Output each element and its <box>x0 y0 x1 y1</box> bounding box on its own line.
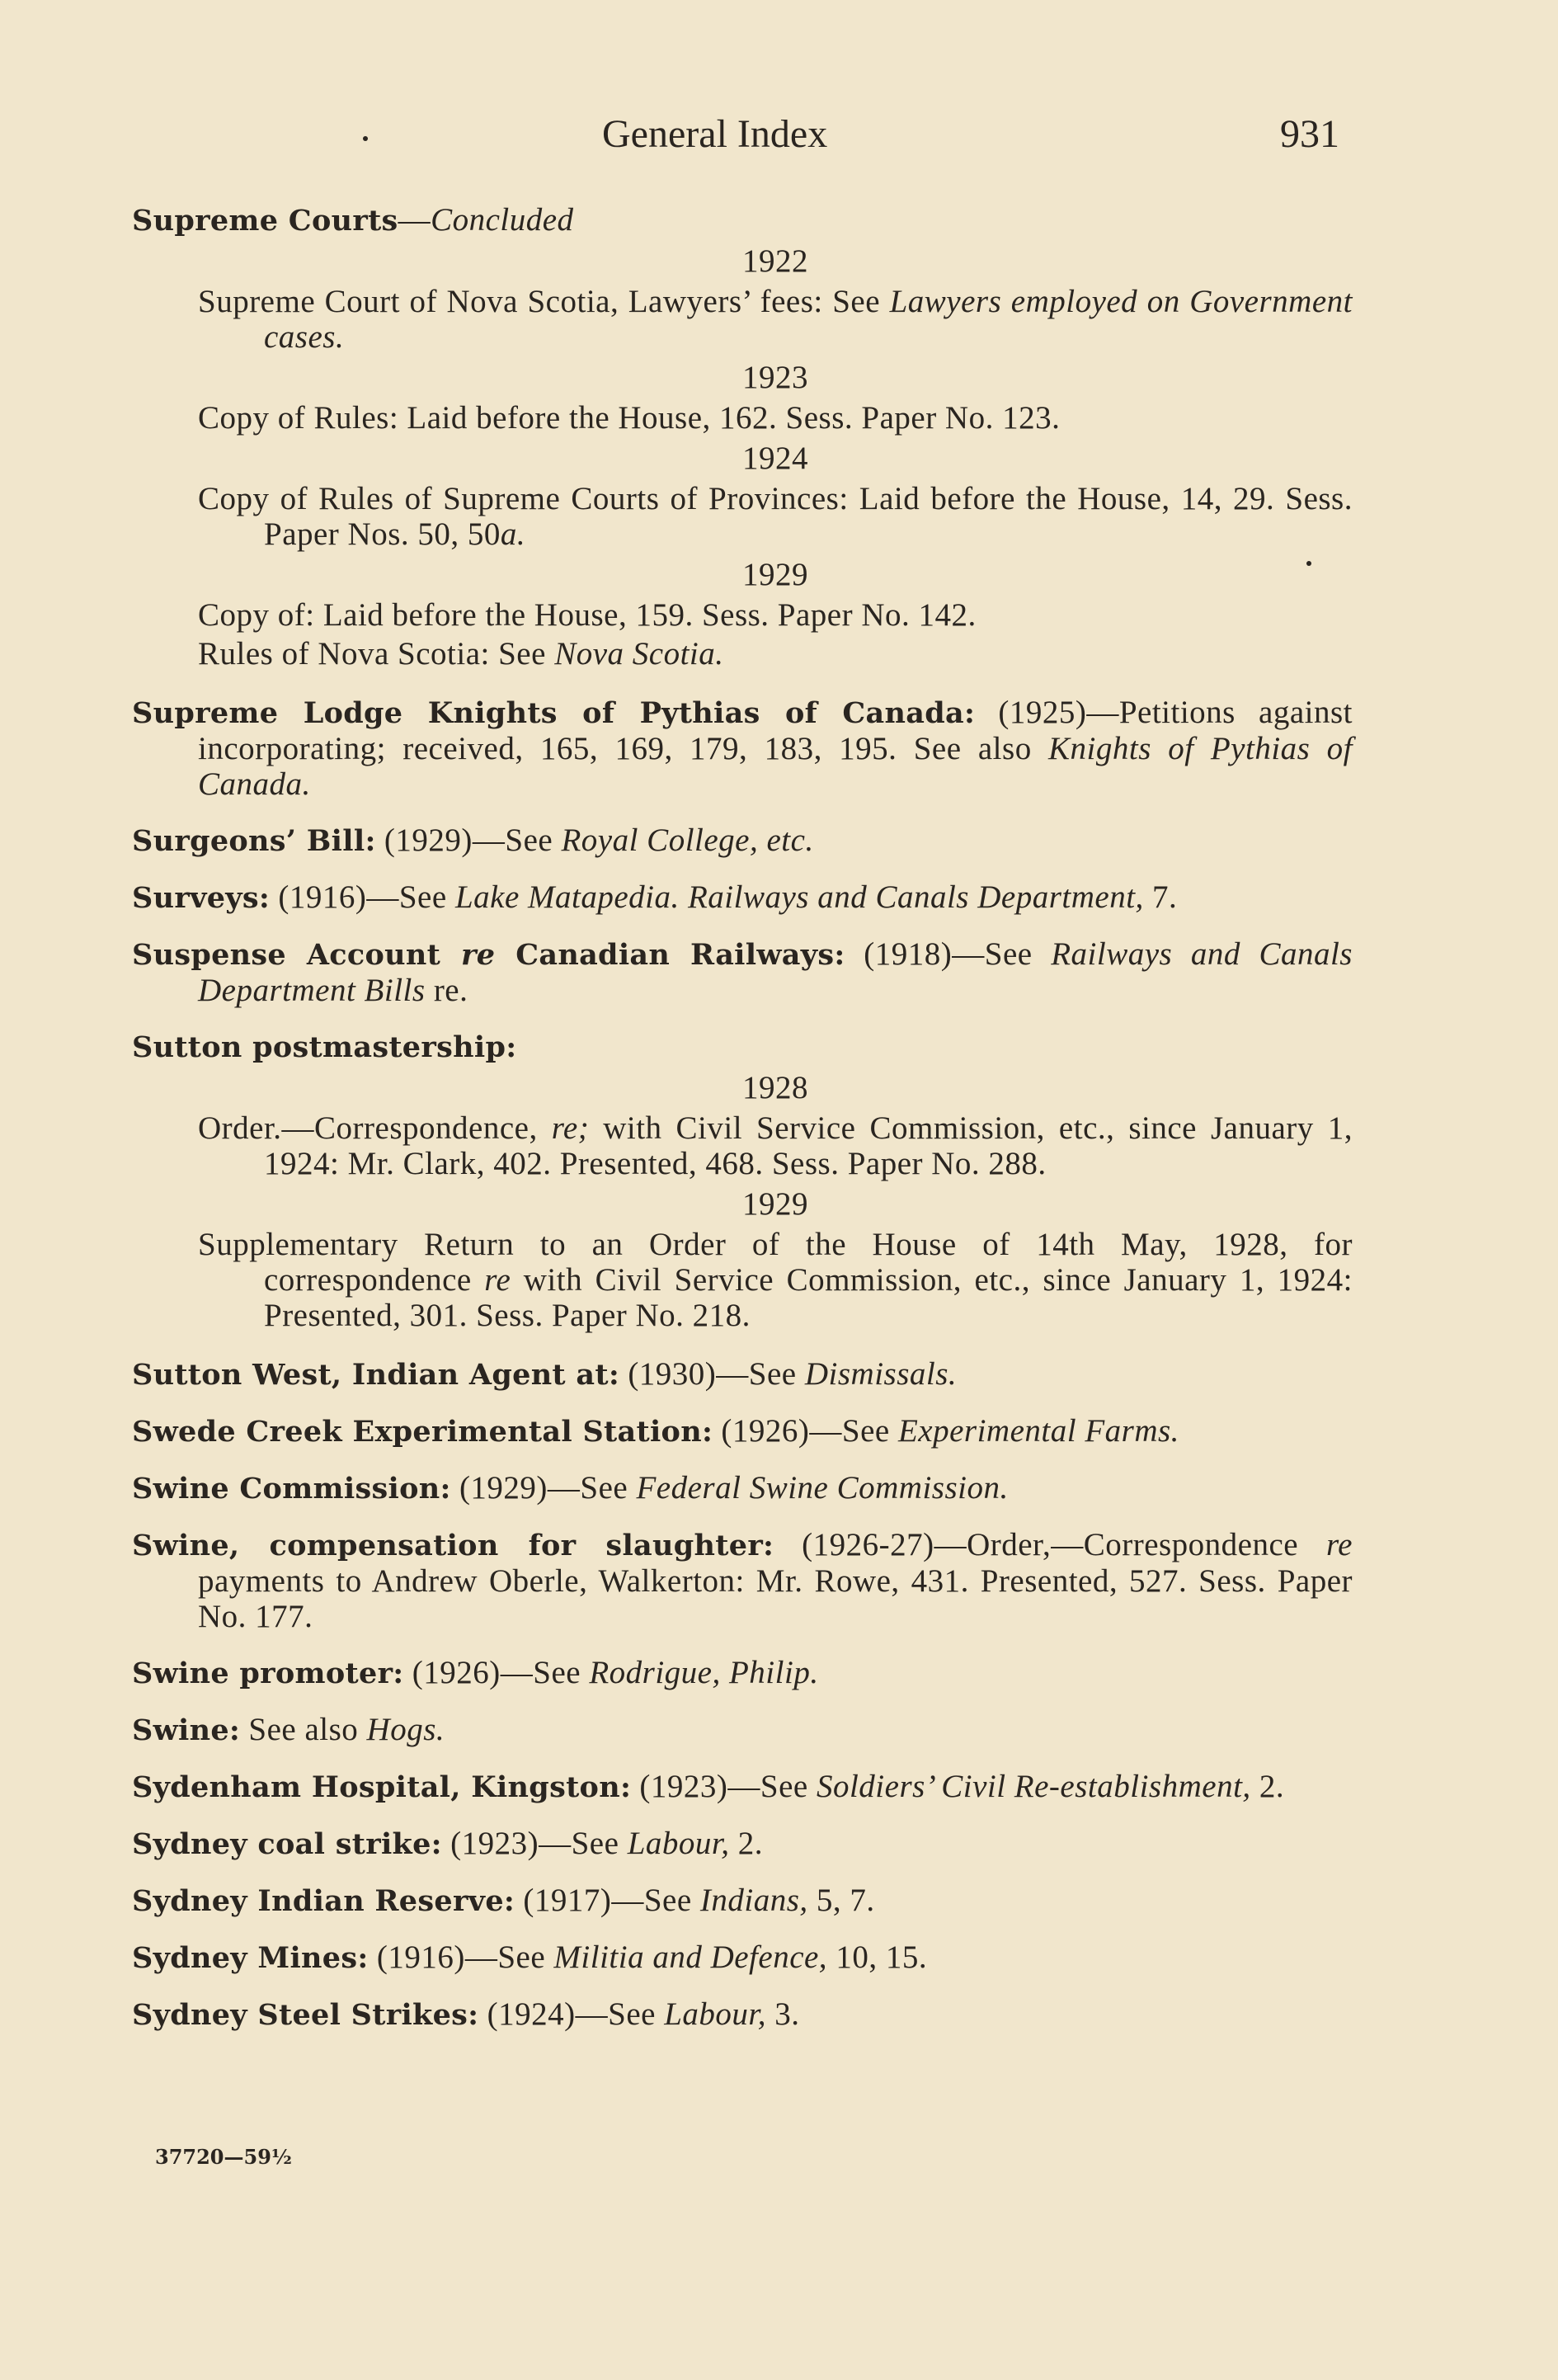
entry-heading: Supreme Courts <box>132 204 398 238</box>
year-heading: 1923 <box>742 360 808 395</box>
index-entry-surgeons: Surgeons’ Bill: (1929)—See Royal College, etc. <box>132 822 814 858</box>
printer-code: 37720—59½ <box>155 2145 292 2169</box>
entry-heading: Sydney Steel Strikes: <box>132 1998 479 2032</box>
entry-heading: Swine Commission: <box>132 1472 451 1506</box>
entry-heading: Swine: <box>132 1713 241 1747</box>
index-entry-supreme-lodge: Supreme Lodge Knights of Pythias of Canada: (1925)—Petitions against incorporating; received, 165, 169, 179, 183, 195. See also Knights of Pythias of Canada. <box>132 695 1353 802</box>
entry-heading: Surveys: <box>132 881 271 915</box>
entry-heading: Sydney coal strike: <box>132 1827 442 1861</box>
index-entry-swine-promoter: Swine promoter: (1926)—See Rodrigue, Philip. <box>132 1655 819 1690</box>
sub-entry: Supreme Court of Nova Scotia, Lawyers’ fees: See Lawyers employed on Government cases. <box>198 284 1353 355</box>
entry-heading: Swede Creek Experimental Station: <box>132 1415 713 1449</box>
index-entry-surveys: Surveys: (1916)—See Lake Matapedia. Railways and Canals Department, 7. <box>132 879 1178 915</box>
year-heading: 1924 <box>742 441 808 476</box>
index-content <box>132 202 1353 2053</box>
entry-heading: Sutton postmastership: <box>132 1030 517 1064</box>
ink-dot <box>363 136 368 141</box>
index-entry-sydney-coal-strike: Sydney coal strike: (1923)—See Labour, 2. <box>132 1826 763 1861</box>
year-heading: 1922 <box>742 243 808 279</box>
sub-entry: Rules of Nova Scotia: See Nova Scotia. <box>198 636 724 672</box>
entry-heading: Swine promoter: <box>132 1657 404 1690</box>
index-entry-swine-compensation: Swine, compensation for slaughter: (1926-27)—Order,—Correspondence re payments to Andrew Oberle, Walkerton: Mr. Rowe, 431. Presented, 527. Sess. Paper No. 177. <box>132 1527 1353 1634</box>
sub-entry: Copy of Rules: Laid before the House, 162. Sess. Paper No. 123. <box>198 400 1061 436</box>
page-number: 931 <box>1280 112 1339 156</box>
page-header <box>0 111 1558 161</box>
sub-entry: Copy of Rules of Supreme Courts of Provinces: Laid before the House, 14, 29. Sess. Paper Nos. 50, 50a. <box>198 481 1353 552</box>
sub-entry: Supplementary Return to an Order of the House of 14th May, 1928, for correspondence re with Civil Service Commission, etc., since January 1, 1924: Presented, 301. Sess. Paper No. 218. <box>198 1227 1353 1333</box>
entry-heading: Supreme Lodge Knights of Pythias of Canada: <box>132 696 976 730</box>
year-heading: 1929 <box>742 557 808 592</box>
index-entry-supreme-courts <box>132 202 1353 238</box>
index-entry-sydenham-hospital: Sydenham Hospital, Kingston: (1923)—See Soldiers’ Civil Re-establishment, 2. <box>132 1769 1285 1804</box>
year-heading: 1929 <box>742 1186 808 1222</box>
entry-heading: Sydenham Hospital, Kingston: <box>132 1770 632 1804</box>
page-title: General Index <box>602 112 828 156</box>
entry-heading: Surgeons’ Bill: <box>132 824 376 858</box>
index-entry-swede-creek: Swede Creek Experimental Station: (1926)—See Experimental Farms. <box>132 1413 1179 1449</box>
index-entry-swine: Swine: See also Hogs. <box>132 1712 445 1747</box>
index-entry-sydney-steel-strikes: Sydney Steel Strikes: (1924)—See Labour, 3. <box>132 1996 800 2032</box>
entry-heading: Sydney Indian Reserve: <box>132 1884 515 1918</box>
entry-separator: — <box>398 202 431 238</box>
entry-continuation: Concluded <box>431 202 574 238</box>
index-entry-sutton-west: Sutton West, Indian Agent at: (1930)—See Dismissals. <box>132 1356 958 1392</box>
index-entry-suspense-account: Suspense Account re Canadian Railways: (1918)—See Railways and Canals Department Bills re. <box>132 936 1353 1008</box>
index-entry-swine-commission: Swine Commission: (1929)—See Federal Swine Commission. <box>132 1470 1009 1506</box>
year-heading: 1928 <box>742 1070 808 1105</box>
sub-entry: Copy of: Laid before the House, 159. Sess. Paper No. 142. <box>198 597 977 633</box>
index-entry-sutton-postmastership <box>132 1029 1353 1065</box>
entry-heading: Sydney Mines: <box>132 1941 369 1975</box>
sub-entry: Order.—Correspondence, re; with Civil Service Commission, etc., since January 1, 1924: Mr. Clark, 402. Presented, 468. Sess. Paper No. 288. <box>198 1110 1353 1181</box>
index-entry-sydney-indian-reserve: Sydney Indian Reserve: (1917)—See Indians, 5, 7. <box>132 1883 875 1918</box>
index-entry-sydney-mines: Sydney Mines: (1916)—See Militia and Defence, 10, 15. <box>132 1939 928 1975</box>
entry-heading: Swine, compensation for slaughter: <box>132 1529 774 1562</box>
entry-heading: Suspense Account re Canadian Railways: <box>132 938 845 972</box>
entry-heading: Sutton West, Indian Agent at: <box>132 1358 620 1392</box>
